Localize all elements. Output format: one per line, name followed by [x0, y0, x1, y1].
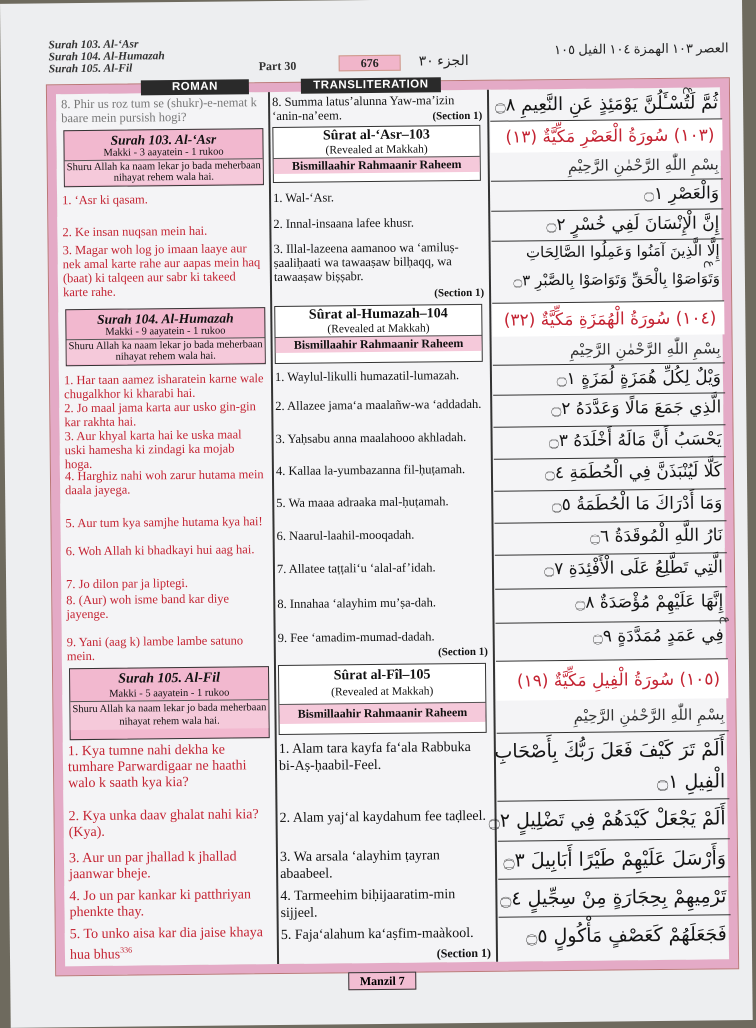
- section-label: (Section 1): [432, 109, 483, 123]
- transliteration-verse: 4. Kallaa la-yumbazanna fil-ḥuṭamah.: [275, 462, 466, 479]
- surahs-arabic: العصر ١٠٣ الهمزة ١٠٤ الفيل ١٠٥: [554, 40, 729, 58]
- bismillah-translation: Shuru Allah ka naam lekar jo bada meherbaan nihayat rehem wala hai.: [67, 337, 265, 364]
- transliteration-verse: 3. Yaḥsabu anna maalahooo akhladah.: [275, 430, 467, 447]
- arabic-bismillah: بِسْمِ اللّٰهِ الرَّحْمٰنِ الرَّحِيْمِ: [569, 339, 721, 359]
- surah-list: [48, 38, 165, 75]
- surah-header-box: [63, 128, 264, 187]
- section-label: (Section 1): [437, 645, 488, 659]
- roman-verse: 2. Ke insan nuqsan mein hai.: [62, 223, 208, 240]
- arabic-surah-title: (١٠٥) سُورَةُ الْفِيلِ مَكِّيَّةٌ (١٩): [516, 669, 721, 692]
- juz-arabic: الجزء ٣٠: [418, 53, 469, 70]
- roman-verse: 6. Woh Allah ki bhadkayi hui aag hai.: [65, 542, 255, 559]
- transliteration-verse: 5. Faja‘alahum ka‘aṣfim-maàkool.: [280, 925, 474, 943]
- arabic-verse: وَتَوَاصَوْا بِالْحَقِّ وَتَوَاصَوْا بِالصَّبْرِ ۝٣: [513, 269, 721, 290]
- surah-header-box: [274, 304, 483, 364]
- section-label: (Section 1): [434, 286, 485, 300]
- roman-verse: 9. Yani (aag k) lambe lambe satuno mein.: [66, 633, 244, 664]
- surah-title: Sûrat al-Humazah–104: [308, 306, 448, 323]
- transliteration-verse: 1. Waylul-likulli humazatil-lumazah.: [274, 368, 460, 385]
- bismillah-transliteration: Bismillaahir Rahmaanir Raheem: [276, 335, 482, 353]
- arabic-verse: فَجَعَلَهُمْ كَعَصْفٍ مَأْكُولٍ ۝٥: [526, 923, 727, 948]
- arabic-verse: الَّذِي جَمَعَ مَالًا وَعَدَّدَهُ ۝٢: [551, 397, 722, 420]
- roman-verse: 3. Aur khyal karta hai ke uska maal uski hamesha ki zindagi ka mojab hoga.: [64, 427, 242, 472]
- arabic-verse: الَّتِي تَطَّلِعُ عَلَى الْأَفْئِدَةِ ۝٧: [544, 557, 724, 580]
- surah-title: Surah 105. Al-Fil: [118, 670, 221, 687]
- roman-verse: 3. Magar woh log jo imaan laaye aur nek amal karte rahe aur aapas mein haq (baat) ki talqeen aur sabr ki takeed karte rahe.: [62, 241, 261, 300]
- arabic-surah-header: [496, 658, 728, 700]
- surah-info: Makki - 5 aayatein - 1 rukoo: [109, 687, 230, 700]
- part-label: Part 30: [258, 58, 297, 74]
- transliteration-verse: 8. Innahaa ‘alayhim mu’ṣa-dah.: [277, 595, 437, 612]
- revelation-place: (Revealed at Makkah): [325, 143, 428, 157]
- transliteration-verse: 2. Allazee jama‘a maalañw-wa ‘addadah.: [275, 396, 482, 414]
- arabic-verse: وَأَرْسَلَ عَلَيْهِمْ طَيْرًا أَبَابِيلَ ۝٣: [503, 847, 727, 872]
- transliteration-verse: 9. Fee ‘amadim-mumad-dadah.: [277, 629, 435, 646]
- transliteration-verse: 1. Wal-‘Asr.: [272, 190, 335, 206]
- arabic-verse: الْفِيلِ ۝١: [656, 770, 726, 794]
- roman-verse: 1. ‘Asr ki qasam.: [62, 192, 148, 208]
- surah-title: Surah 103. Al-‘Asr: [110, 131, 217, 148]
- surah-header-box: [69, 666, 270, 740]
- surah-header-box: [65, 307, 266, 366]
- arabic-verse: وَالْعَصْرِ ۝١: [644, 183, 720, 205]
- arabic-verse: إِلَّا الَّذِينَ آمَنُوا وَعَمِلُوا الصَّالِحَاتِ: [525, 241, 720, 262]
- header-surah-105: Surah 105. Al-Fil: [48, 62, 133, 76]
- arabic-surah-title: (١٠٣) سُورَةُ الْعَصْرِ مَكِّيَّةٌ (١٣): [505, 125, 715, 148]
- margin-ruku-sign: ع: [682, 86, 697, 94]
- roman-verse: 5. Aur tum kya samjhe hutama kya hai!: [65, 514, 263, 531]
- transliteration-verse: 6. Naarul-laahil-mooqadah.: [276, 527, 415, 544]
- roman-verse: [70, 925, 270, 964]
- bismillah-transliteration: Bismillaahir Rahmaanir Raheem: [274, 156, 480, 174]
- manzil-label: Manzil 7: [348, 972, 416, 991]
- arabic-verse: أَلَمْ تَرَ كَيْفَ فَعَلَ رَبُّكَ بِأَصْحَابِ: [494, 738, 725, 763]
- arabic-verse: تَرْمِيهِمْ بِحِجَارَةٍ مِنْ سِجِّيلٍ ۝٤: [500, 885, 727, 910]
- transliteration-verse: 5. Wa maaa adraaka mal-ḥuṭamah.: [276, 494, 449, 511]
- section-label: (Section 1): [436, 945, 492, 961]
- column-heading-roman: ROMAN: [141, 79, 249, 95]
- arabic-surah-header: [492, 300, 724, 336]
- bismillah-translation: Shuru Allah ka naam lekar jo bada meherbaan nihayat rehem wala hai.: [70, 699, 268, 730]
- arabic-verse: أَلَمْ يَجْعَلْ كَيْدَهُمْ فِي تَضْلِيلٍ ۝٢: [488, 807, 726, 832]
- footnote-marker: 336: [120, 945, 133, 955]
- roman-verse: 4. Jo un par kankar ki patthriyan phenkte thay.: [69, 887, 252, 921]
- margin-ruku-sign: ع: [703, 260, 718, 268]
- roman-verse-text: 5. To unko aisa kar dia jaise khaya hua bhus: [69, 925, 263, 963]
- bismillah-translation: Shuru Allah ka naam lekar jo bada meherbaan nihayat rehem wala hai.: [65, 158, 263, 185]
- arabic-verse: وَمَا أَدْرَاكَ مَا الْحُطَمَةُ ۝٥: [551, 493, 723, 516]
- column-heading-transliteration: TRANSLITERATION: [301, 77, 441, 93]
- arabic-verse: ثُمَّ لَتُسْـَٔلُنَّ يَوْمَئِذٍ عَنِ النَّعِيمِ ۝٨: [494, 92, 719, 116]
- arabic-verse: إِنَّهَا عَلَيْهِمْ مُؤْصَدَةٌ ۝٨: [575, 591, 724, 613]
- arabic-verse: وَيْلٌ لِكُلِّ هُمَزَةٍ لُمَزَةٍ ۝١: [556, 367, 722, 390]
- arabic-verse: فِي عَمَدٍ مُمَدَّدَةٍ ۝٩: [592, 625, 724, 647]
- transliteration-verse: 2. Innal-insaana lafee khusr.: [273, 215, 414, 232]
- margin-ruku-sign: ع: [719, 616, 734, 624]
- arabic-verse: كَلَّا لَيُنْبَذَنَّ فِي الْحُطَمَةِ ۝٤: [544, 461, 723, 484]
- surah-info: Makki - 9 aayatein - 1 rukoo: [105, 325, 226, 338]
- surah-title: Surah 104. Al-Humazah: [97, 310, 234, 327]
- revelation-place: (Revealed at Makkah): [327, 322, 430, 336]
- transliteration-verse: 7. Allatee taṭṭali‘u ‘alal-af’idah.: [276, 560, 436, 577]
- arabic-surah-header: [490, 118, 722, 152]
- transliteration-verse: 3. Wa arsala ‘alayhim ṭayran abaabeel.: [279, 848, 440, 882]
- arabic-surah-title: (١٠٤) سُورَةُ الْهُمَزَةِ مَكِّيَّةٌ (٣٢): [503, 308, 717, 331]
- surah-header-box: [278, 663, 487, 735]
- surah-title: Sûrat al-Fîl–105: [333, 667, 431, 684]
- roman-verse: 3. Aur un par jhallad k jhallad jaanwar bheje.: [68, 849, 237, 883]
- roman-verse: 2. Jo maal jama karta aur usko gin-gin kar rakhta hai.: [64, 399, 256, 430]
- bismillah-transliteration: Bismillaahir Rahmaanir Raheem: [279, 702, 485, 724]
- header-surah-103: Surah 103. Al-‘Asr: [48, 38, 139, 52]
- transliteration-verse: 2. Alam yaj‘al kaydahum fee taḍleel.: [279, 808, 487, 827]
- transliteration-verse: 8. Summa latus’alunna Yaw-ma’izin ‘anin-na’eem.: [271, 93, 455, 124]
- roman-verse: 1. Kya tumne nahi dekha ke tumhare Parwardigaar ne haathi walo k saath kya kia?: [67, 742, 247, 792]
- arabic-bismillah: بِسْمِ اللّٰهِ الرَّحْمٰنِ الرَّحِيْمِ: [567, 155, 719, 175]
- roman-verse: 7. Jo dilon par ja liptegi.: [66, 575, 189, 592]
- roman-verse: 4. Harghiz nahi woh zarur hutama mein daala jayega.: [64, 467, 264, 498]
- roman-verse: 8. (Aur) woh isme band kar diye jayenge.: [66, 591, 230, 622]
- roman-verse: 8. Phir us roz tum se (shukr)-e-nemat k baare mein pursish hogi?: [61, 95, 257, 126]
- transliteration-verse: 3. Illal-lazeena aamanoo wa ‘amiluṣ-ṣaaliḥaati wa tawaaṣaw bilḥaqq, wa tawaaṣaw biṣṣabr.: [273, 240, 459, 285]
- revelation-place: (Revealed at Makkah): [331, 685, 434, 699]
- page-number: 676: [339, 55, 401, 72]
- arabic-verse: يَحْسَبُ أَنَّ مَالَهُ أَخْلَدَهُ ۝٣: [548, 429, 722, 452]
- surah-info: Makki - 3 aayatein - 1 rukoo: [103, 146, 224, 159]
- arabic-verse: إِنَّ الْإِنْسَانَ لَفِي خُسْرٍ ۝٢: [546, 213, 720, 236]
- arabic-bismillah: بِسْمِ اللّٰهِ الرَّحْمٰنِ الرَّحِيْمِ: [573, 705, 725, 725]
- roman-verse: 1. Har taan aamez isharatein karne wale chugalkhor ki kharabi hai.: [63, 371, 264, 402]
- arabic-verse: نَارُ اللَّهِ الْمُوقَدَةُ ۝٦: [589, 525, 723, 547]
- transliteration-verse: 4. Tarmeehim biḥijaaratim-min sijjeel.: [280, 887, 456, 921]
- roman-verse: 2. Kya unka daav ghalat nahi kia? (Kya).: [68, 807, 259, 841]
- surah-title: Sûrat al-‘Asr–103: [322, 127, 430, 144]
- header-surah-104: Surah 104. Al-Humazah: [48, 50, 165, 64]
- surah-header-box: [272, 125, 481, 183]
- transliteration-verse: 1. Alam tara kayfa fa‘ala Rabbuka bi-Aṣ-ḥaabil-Feel.: [278, 739, 471, 775]
